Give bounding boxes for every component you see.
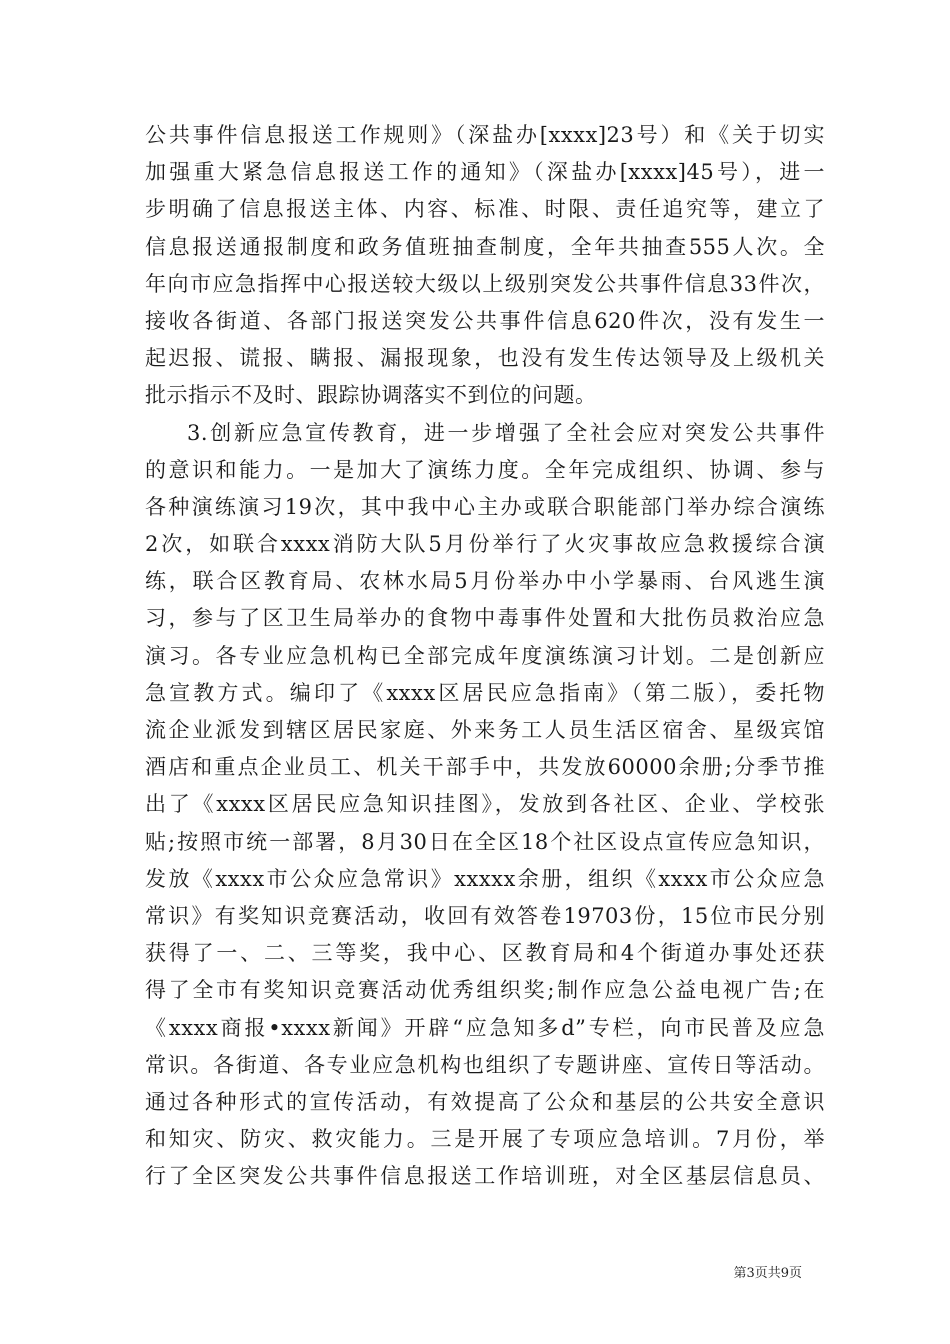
- text-line: 习，参与了区卫生局举办的食物中毒事件处置和大批伤员救治应急: [145, 606, 825, 631]
- text-line: 2次，如联合xxxx消防大队5月份举行了火灾事故应急救援综合演: [145, 532, 825, 557]
- text-line: 获得了一、二、三等奖，我中心、区教育局和4个街道办事处还获: [145, 941, 825, 966]
- text-line: 流企业派发到辖区居民家庭、外来务工人员生活区宿舍、星级宾馆: [145, 718, 825, 742]
- text-line: 酒店和重点企业员工、机关干部手中，共发放60000余册;分季节推: [145, 755, 825, 780]
- text-line: 行了全区突发公共事件信息报送工作培训班，对全区基层信息员、: [145, 1164, 825, 1189]
- text-line: 公共事件信息报送工作规则》（深盐办[xxxx]23号）和《关于切实: [145, 123, 825, 147]
- text-line: 各种演练演习19次，其中我中心主办或联合职能部门举办综合演练: [145, 494, 825, 519]
- text-line: 出了《xxxx区居民应急知识挂图》，发放到各社区、企业、学校张: [145, 792, 825, 817]
- page-footer: [0, 1262, 950, 1281]
- text-line: 贴;按照市统一部署，8月30日在全区18个社区设点宣传应急知识，: [145, 829, 825, 854]
- text-line: 演习。各专业应急机构已全部完成年度演练演习计划。二是创新应: [145, 643, 825, 668]
- text-line: 和知灾、防灾、救灾能力。三是开展了专项应急培训。7月份，举: [145, 1127, 825, 1152]
- text-line: 加强重大紧急信息报送工作的通知》（深盐办[xxxx]45号），进一: [145, 160, 825, 185]
- text-line: 常识》有奖知识竞赛活动，收回有效答卷19703份，15位市民分别: [145, 903, 825, 928]
- text-line: 信息报送通报制度和政务值班抽查制度，全年共抽查555人次。全: [145, 234, 825, 259]
- text-line: 发放《xxxx市公众应急常识》xxxxx余册，组织《xxxx市公众应急: [145, 866, 825, 891]
- text-line: 常识。各街道、各专业应急机构也组织了专题讲座、宣传日等活动。: [145, 1052, 825, 1077]
- text-line: 起迟报、谎报、瞒报、漏报现象，也没有发生传达领导及上级机关: [145, 346, 825, 371]
- text-line: 通过各种形式的宣传活动，有效提高了公众和基层的公共安全意识: [145, 1089, 825, 1114]
- text-line: 得了全市有奖知识竞赛活动优秀组织奖;制作应急公益电视广告;在: [145, 978, 825, 1003]
- text-line: 练，联合区教育局、农林水局5月份举办中小学暴雨、台风逃生演: [145, 569, 825, 594]
- paragraph-start-line: 3.创新应急宣传教育，进一步增强了全社会应对突发公共事件: [187, 420, 825, 445]
- text-line: 急宣教方式。编印了《xxxx区居民应急指南》（第二版），委托物: [145, 680, 825, 705]
- text-line: 接收各街道、各部门报送突发公共事件信息620件次，没有发生一: [145, 308, 825, 333]
- page-number: 第3页共9页: [733, 1266, 802, 1281]
- text-line: 《xxxx商报•xxxx新闻》开辟“应急知多d”专栏，向市民普及应急: [145, 1015, 825, 1040]
- body-text: [145, 117, 825, 1195]
- text-line: 批示指示不及时、跟踪协调落实不到位的问题。: [145, 383, 597, 408]
- text-line: 步明确了信息报送主体、内容、标准、时限、责任追究等，建立了: [145, 197, 825, 222]
- text-line: 年向市应急指挥中心报送较大级以上级别突发公共事件信息33件次，: [145, 271, 825, 296]
- text-line: 的意识和能力。一是加大了演练力度。全年完成组织、协调、参与: [145, 457, 825, 482]
